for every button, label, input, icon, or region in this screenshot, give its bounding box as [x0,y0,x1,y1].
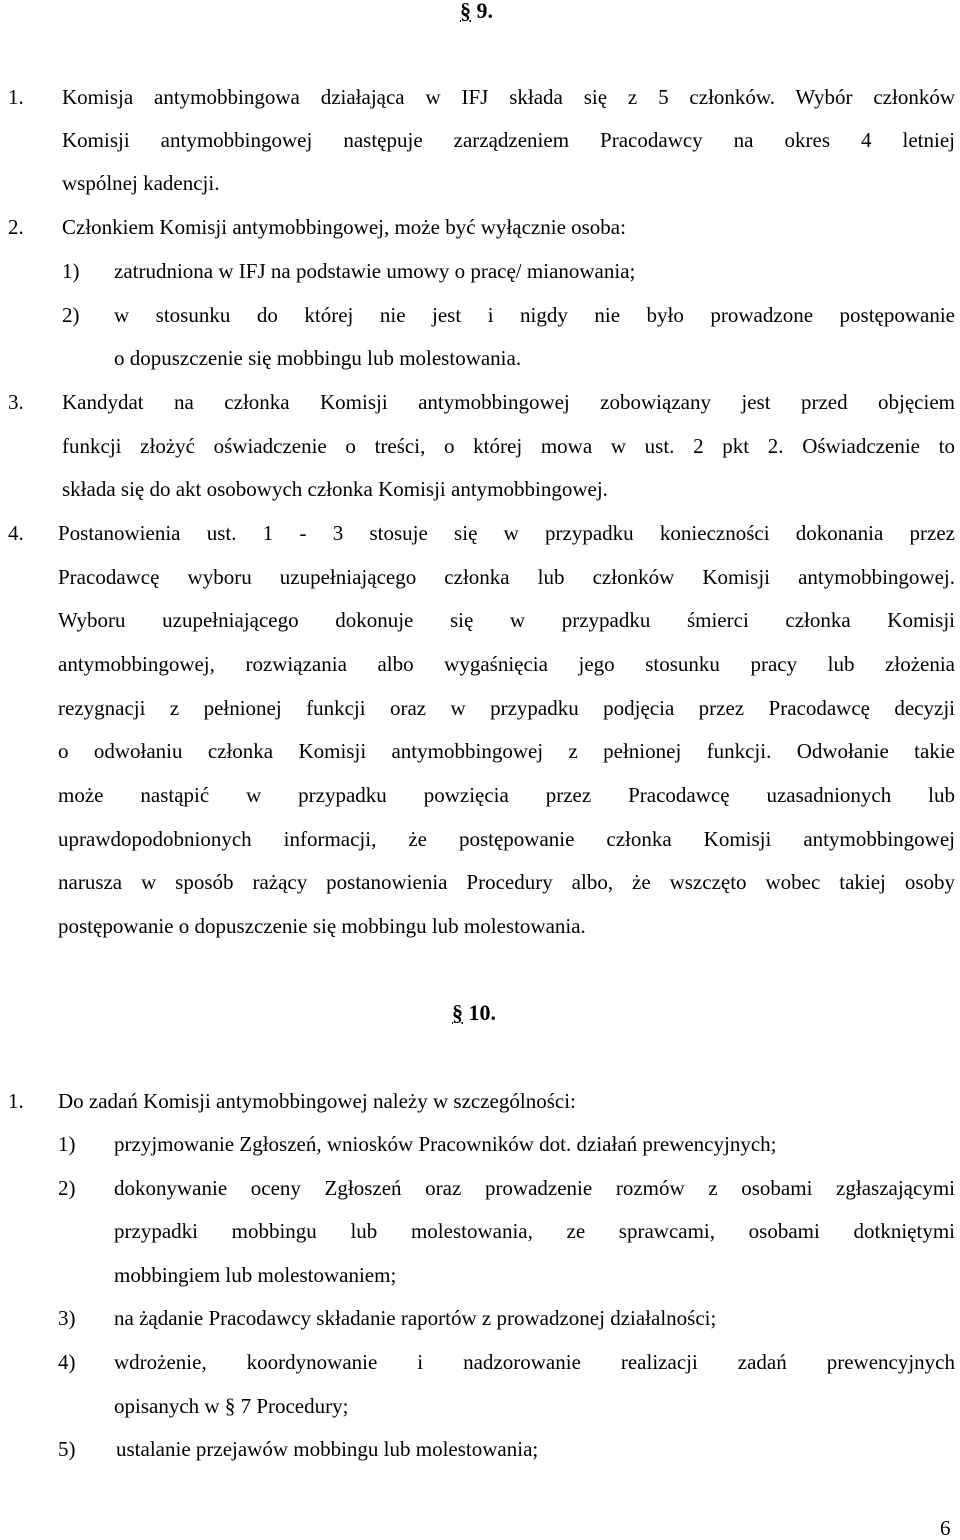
paragraph-line: postępowanie o dopuszczenie się mobbingu lub molestowania. [58,914,586,938]
paragraph-line: Członkiem Komisji antymobbingowej, może być wyłącznie osoba: [62,215,626,239]
paragraph-line: antymobbingowej, rozwiązania albo wygaśnięcia jego stosunku pracy lub złożenia [58,652,955,676]
paragraph-line: Do zadań Komisji antymobbingowej należy w szczególności: [58,1089,576,1113]
subitem-number: 1) [62,259,80,283]
paragraph-line: narusza w sposób rażący postanowienia Procedury albo, że wszczęto wobec takiej osoby [58,870,955,894]
item-number: 2. [8,215,24,239]
section-symbol: § [452,1000,463,1025]
paragraph-line: uprawdopodobnionych informacji, że postępowanie członka Komisji antymobbingowej [58,827,955,851]
section-number: 10. [468,1000,496,1025]
paragraph-line: Pracodawcę wyboru uzupełniającego członka lub członków Komisji antymobbingowej. [58,565,955,589]
paragraph-line: mobbingiem lub molestowaniem; [114,1263,397,1287]
subitem-number: 4) [58,1350,76,1374]
paragraph-line: Kandydat na członka Komisji antymobbingowej zobowiązany jest przed objęciem [62,390,955,414]
subitem-number: 5) [58,1437,76,1461]
paragraph-line: w stosunku do której nie jest i nigdy nie było prowadzone postępowanie [114,303,955,327]
paragraph-line: ustalanie przejawów mobbingu lub molestowania; [116,1437,539,1461]
paragraph-line: o dopuszczenie się mobbingu lub molestowania. [114,346,522,370]
paragraph-line: na żądanie Pracodawcy składanie raportów z prowadzonej działalności; [114,1306,717,1330]
paragraph-line: wspólnej kadencji. [62,171,220,195]
paragraph-line: Wyboru uzupełniającego dokonuje się w przypadku śmierci członka Komisji [58,608,955,632]
paragraph-line: funkcji złożyć oświadczenie o treści, o której mowa w ust. 2 pkt 2. Oświadczenie to [62,434,955,458]
subitem-number: 2) [58,1176,76,1200]
page-number: 6 [940,1516,951,1540]
section-symbol: § [460,0,471,23]
paragraph-line: przypadki mobbingu lub molestowania, ze sprawcami, osobami dotkniętymi [114,1219,955,1243]
paragraph-line: Komisji antymobbingowej następuje zarządzeniem Pracodawcy na okres 4 letniej [62,128,955,152]
paragraph-line: dokonywanie oceny Zgłoszeń oraz prowadzenie rozmów z osobami zgłaszającymi [114,1176,955,1200]
subitem-number: 3) [58,1306,76,1330]
paragraph-line: zatrudniona w IFJ na podstawie umowy o pracę/ mianowania; [114,259,636,283]
paragraph-line: składa się do akt osobowych członka Komisji antymobbingowej. [62,477,608,501]
item-number: 3. [8,390,24,414]
paragraph-line: przyjmowanie Zgłoszeń, wniosków Pracowników dot. działań prewencyjnych; [114,1132,777,1156]
item-number: 1. [8,1089,24,1113]
paragraph-line: rezygnacji z pełnionej funkcji oraz w przypadku podjęcia przez Pracodawcę decyzji [58,696,955,720]
paragraph-line: Postanowienia ust. 1 - 3 stosuje się w przypadku konieczności dokonania przez [58,521,955,545]
section-10-heading [452,1000,496,1026]
subitem-number: 2) [62,303,80,327]
section-9-heading [460,0,493,24]
paragraph-line: Komisja antymobbingowa działająca w IFJ składa się z 5 członków. Wybór członków [62,85,955,109]
subitem-number: 1) [58,1132,76,1156]
paragraph-line: wdrożenie, koordynowanie i nadzorowanie realizacji zadań prewencyjnych [114,1350,955,1374]
item-number: 4. [8,521,24,545]
paragraph-line: może nastąpić w przypadku powzięcia przez Pracodawcę uzasadnionych lub [58,783,955,807]
paragraph-line: opisanych w § 7 Procedury; [114,1394,349,1418]
item-number: 1. [8,85,24,109]
section-number: 9. [476,0,493,23]
paragraph-line: o odwołaniu członka Komisji antymobbingowej z pełnionej funkcji. Odwołanie takie [58,739,955,763]
